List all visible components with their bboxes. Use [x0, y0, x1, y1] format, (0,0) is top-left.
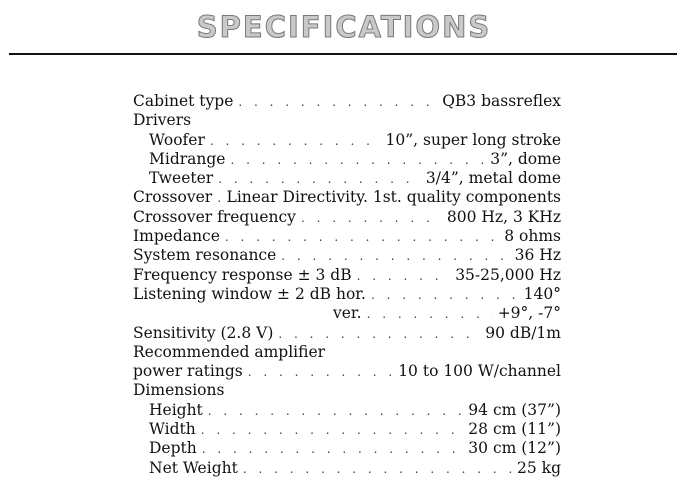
dot-leader	[217, 189, 221, 208]
spec-label: Recommended amplifier	[133, 342, 326, 361]
spec-row	[133, 420, 561, 439]
dot-leader	[230, 151, 485, 170]
dot-leader	[201, 421, 464, 440]
spec-label: Listening window ± 2 dB hor.	[133, 284, 366, 303]
spec-value: Linear Directivity. 1st. quality components	[226, 188, 561, 207]
dot-leader	[208, 402, 464, 421]
spec-row	[133, 92, 561, 111]
spec-label: Width	[149, 420, 196, 439]
spec-row	[133, 150, 561, 169]
page-title: SPECIFICATIONS	[196, 10, 492, 44]
dot-leader	[218, 170, 421, 189]
spec-row	[133, 459, 561, 478]
spec-value: 94 cm (37”)	[468, 400, 561, 419]
spec-row	[133, 131, 561, 150]
spec-value: QB3 bassreflex	[442, 92, 561, 110]
spec-row	[133, 111, 561, 130]
spec-row	[133, 362, 561, 381]
dot-leader	[367, 305, 493, 324]
spec-value: 25 kg	[517, 458, 561, 477]
spec-value: 3”, dome	[490, 149, 561, 168]
spec-row	[133, 169, 561, 188]
title-rule	[9, 53, 677, 55]
dot-leader	[278, 325, 480, 344]
spec-label: Dimensions	[133, 381, 225, 400]
spec-value: 10 to 100 W/channel	[398, 362, 561, 381]
dot-leader	[281, 247, 509, 266]
spec-value: 35-25,000 Hz	[455, 265, 561, 284]
spec-row	[133, 324, 561, 343]
spec-row	[133, 208, 561, 227]
dot-leader	[210, 132, 381, 151]
spec-value: 28 cm (11”)	[468, 420, 561, 439]
spec-row	[133, 304, 561, 323]
spec-label: System resonance	[133, 246, 277, 265]
dot-leader	[243, 460, 512, 479]
spec-row	[133, 285, 561, 304]
spec-value: 30 cm (12”)	[468, 439, 561, 458]
spec-row	[133, 381, 561, 400]
dot-leader	[202, 440, 464, 459]
spec-label: Crossover frequency	[133, 207, 296, 226]
spec-row	[133, 439, 561, 458]
spec-label: Crossover	[133, 188, 213, 207]
spec-label: Drivers	[133, 111, 192, 130]
specifications-list	[133, 92, 561, 478]
spec-value: 36 Hz	[514, 246, 561, 265]
spec-value: 140°	[523, 284, 561, 303]
spec-label: Tweeter	[149, 169, 214, 188]
spec-label: Midrange	[149, 149, 226, 168]
dot-leader	[357, 267, 451, 286]
spec-label: ver.	[333, 304, 362, 323]
spec-label: Frequency response ± 3 dB	[133, 265, 352, 284]
spec-row	[133, 188, 561, 207]
spec-row	[133, 227, 561, 246]
spec-row	[133, 401, 561, 420]
spec-value: 800 Hz, 3 KHz	[446, 207, 561, 226]
spec-value: 10”, super long stroke	[385, 130, 561, 149]
spec-row	[133, 266, 561, 285]
spec-row	[133, 343, 561, 362]
spec-value: 90 dB/1m	[485, 323, 561, 342]
spec-label: Impedance	[133, 227, 220, 246]
spec-label: power ratings	[133, 362, 243, 381]
dot-leader	[301, 209, 442, 228]
spec-row	[133, 246, 561, 265]
dot-leader	[248, 363, 393, 382]
spec-label: Net Weight	[149, 458, 238, 477]
spec-label: Sensitivity (2.8 V)	[133, 323, 274, 342]
dot-leader	[225, 228, 499, 247]
spec-label: Cabinet type	[133, 92, 234, 110]
spec-value: 3/4”, metal dome	[425, 169, 561, 188]
spec-label: Woofer	[149, 130, 205, 149]
spec-value: 8 ohms	[504, 227, 561, 246]
spec-value: +9°, -7°	[497, 304, 561, 323]
dot-leader	[238, 93, 437, 112]
spec-label: Height	[149, 400, 203, 419]
dot-leader	[371, 286, 519, 305]
spec-label: Depth	[149, 439, 197, 458]
